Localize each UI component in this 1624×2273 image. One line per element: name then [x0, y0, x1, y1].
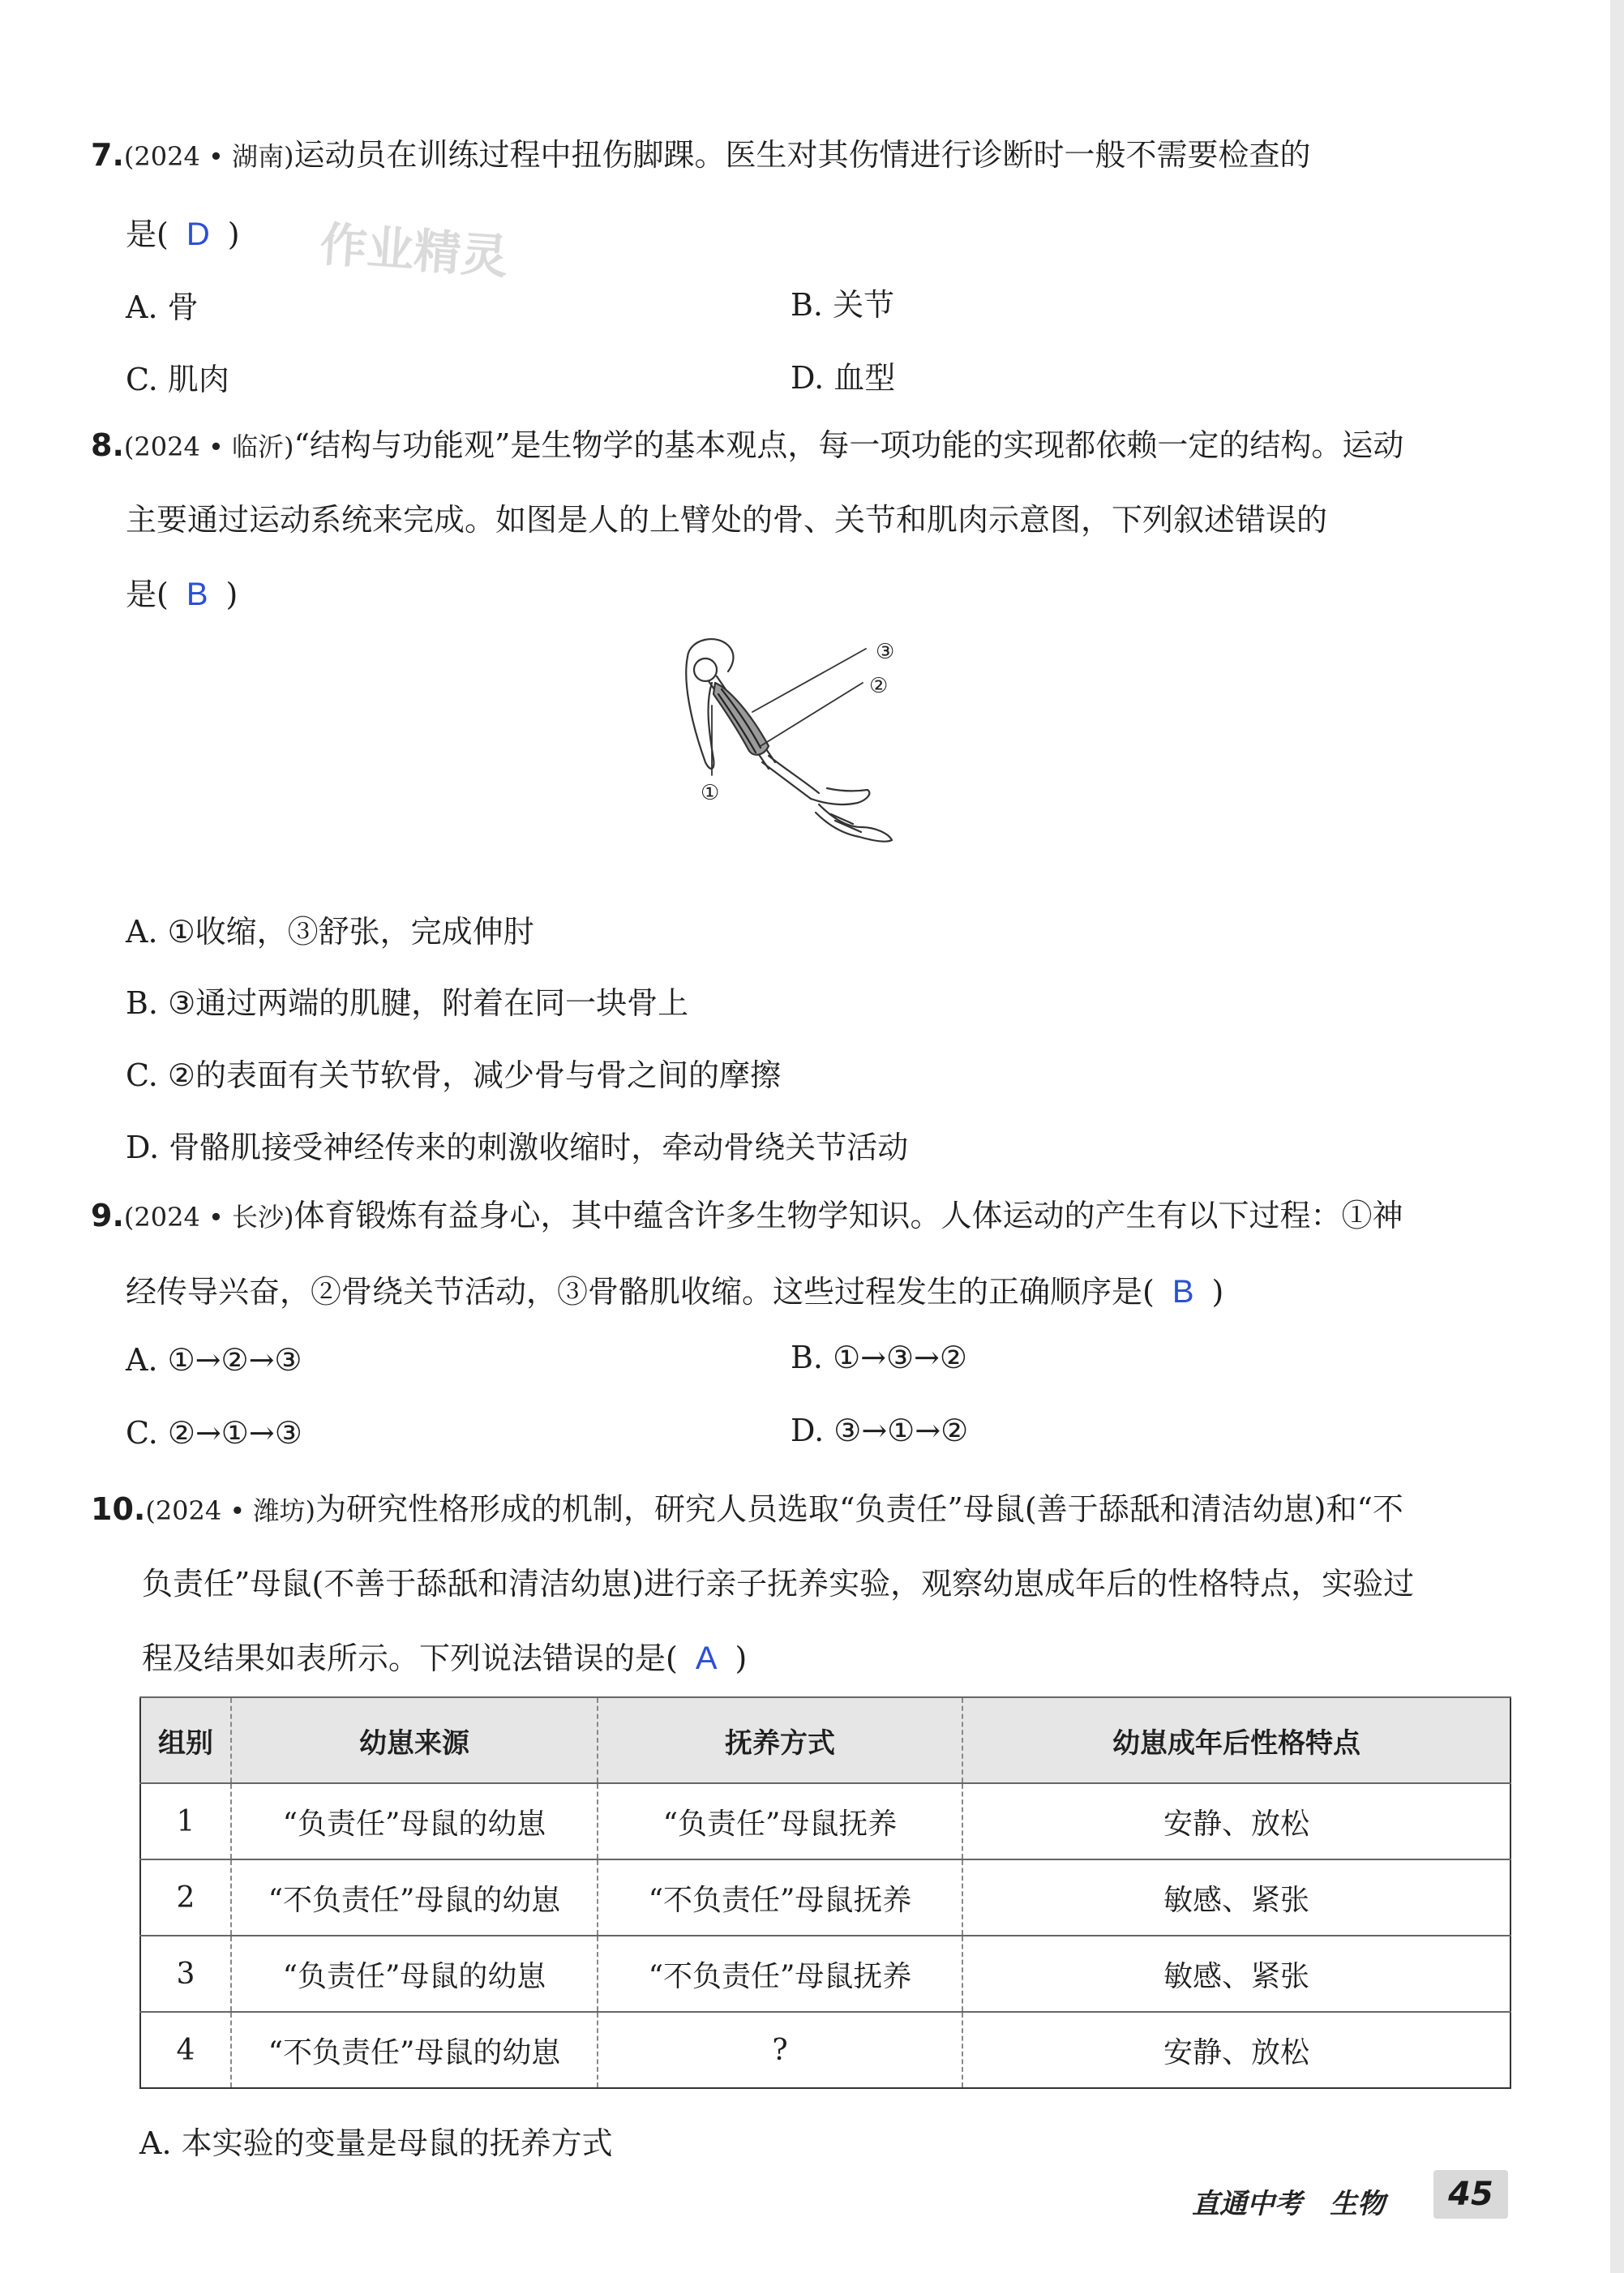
q9-number: 9.	[91, 1198, 124, 1233]
table-header-row	[140, 1697, 1510, 1783]
q10-line2: 负责任”母鼠(不善于舔舐和清洁幼崽)进行亲子抚养实验，观察幼崽成年后的性格特点，实验过	[142, 1566, 1415, 1602]
q9-option-d: D. ③→①→②	[791, 1413, 969, 1448]
q9-line2: 经传导兴奋，②骨绕关节活动，③骨骼肌收缩。这些过程发生的正确顺序是( B )	[126, 1274, 1224, 1310]
q7-text1: 运动员在训练过程中扭伤脚踝。医生对其伤情进行诊断时一般不需要检查的	[294, 137, 1311, 173]
q7-option-a: A. 骨	[126, 289, 199, 325]
q8-source: (2024 • 临沂)	[123, 431, 294, 462]
q7-option-c: C. 肌肉	[126, 362, 229, 397]
muscle-biceps	[713, 683, 769, 755]
q7-answer: D	[186, 217, 210, 252]
arm-diagram	[673, 633, 941, 868]
q8-option-c: C. ②的表面有关节软骨，减少骨与骨之间的摩擦	[126, 1057, 781, 1093]
q8-line1	[91, 420, 1403, 465]
q9-answer: B	[1172, 1274, 1194, 1310]
q8-line3: 是( B )	[126, 577, 238, 612]
q10-line1	[91, 1484, 1403, 1529]
q7-option-b: B. 关节	[791, 287, 895, 323]
page-edge-shadow	[1610, 0, 1624, 2273]
header-trait: 幼崽成年后性格特点	[962, 1697, 1510, 1783]
q8-answer: B	[186, 577, 208, 612]
table-row: 3 “负责任”母鼠的幼崽 “不负责任”母鼠抚养 敏感、紧张	[140, 1936, 1510, 2012]
q7-line2: 是( D )	[126, 217, 240, 252]
q7-source: (2024 • 湖南)	[123, 141, 294, 172]
q8-text1: “结构与功能观”是生物学的基本观点，每一项功能的实现都依赖一定的结构。运动	[294, 427, 1404, 463]
footer-book-title: 直通中考 生物	[1192, 2188, 1385, 2220]
q10-answer: A	[695, 1640, 718, 1676]
q8-line2: 主要通过运动系统来完成。如图是人的上臂处的骨、关节和肌肉示意图，下列叙述错误的	[126, 502, 1328, 538]
q9-option-c: C. ②→①→③	[126, 1415, 302, 1451]
q8-option-d: D. 骨骼肌接受神经传来的刺激收缩时，牵动骨绕关节活动	[126, 1130, 909, 1165]
q10-source: (2024 • 潍坊)	[145, 1495, 315, 1526]
forearm-line-2	[769, 756, 819, 793]
q8-number: 8.	[91, 427, 124, 463]
q9-option-b: B. ①→③→②	[791, 1340, 967, 1375]
leader-2	[761, 683, 863, 746]
q10-option-a: A. 本实验的变量是母鼠的抚养方式	[139, 2125, 613, 2161]
experiment-table	[139, 1696, 1511, 2089]
hand-lower	[816, 804, 892, 842]
leader-3	[752, 649, 866, 712]
table-row: 4 “不负责任”母鼠的幼崽 ? 安静、放松	[140, 2012, 1510, 2088]
figure-label-3: ③	[876, 640, 895, 664]
header-rearing: 抚养方式	[598, 1697, 962, 1783]
q9-text1: 体育锻炼有益身心，其中蕴含许多生物学知识。人体运动的产生有以下过程：①神	[294, 1198, 1403, 1233]
header-source: 幼崽来源	[231, 1697, 598, 1783]
q10-text1: 为研究性格形成的机制，研究人员选取“负责任”母鼠(善于舔舐和清洁幼崽)和“不	[315, 1491, 1403, 1527]
q10-number: 10.	[91, 1491, 146, 1527]
table-row: 1 “负责任”母鼠的幼崽 “负责任”母鼠抚养 安静、放松	[140, 1783, 1510, 1859]
q7-number: 7.	[91, 137, 124, 173]
q7-option-d: D. 血型	[791, 360, 896, 396]
hand-upper	[811, 788, 869, 804]
watermark-2: ⠀	[322, 1006, 361, 1060]
header-group: 组别	[140, 1697, 231, 1783]
q9-option-a: A. ①→②→③	[126, 1342, 302, 1378]
q7-line1	[91, 130, 1311, 174]
q9-line1	[91, 1190, 1403, 1235]
scapula-outline	[686, 657, 713, 769]
watermark: 作业精灵	[318, 216, 510, 285]
page-number: 45	[1433, 2170, 1508, 2219]
humerus-head	[694, 658, 717, 681]
figure-label-1: ①	[701, 781, 720, 805]
table-row: 2 “不负责任”母鼠的幼崽 “不负责任”母鼠抚养 敏感、紧张	[140, 1859, 1510, 1936]
q10-line3: 程及结果如表所示。下列说法错误的是( A )	[142, 1640, 748, 1676]
q9-source: (2024 • 长沙)	[123, 1202, 294, 1233]
q8-option-a: A. ①收缩，③舒张，完成伸肘	[126, 914, 534, 950]
figure-label-2: ②	[869, 674, 889, 698]
q8-option-b: B. ③通过两端的肌腱，附着在同一块骨上	[126, 985, 689, 1021]
